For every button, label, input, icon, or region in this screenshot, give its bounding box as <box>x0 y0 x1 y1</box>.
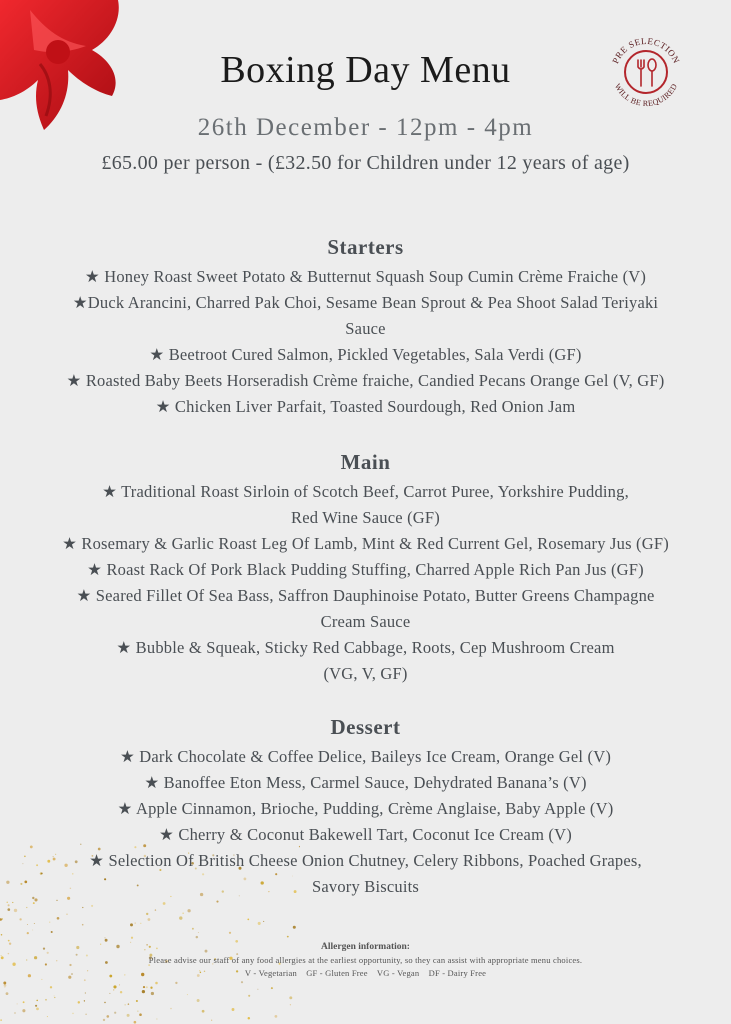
menu-item: ★ Chicken Liver Parfait, Toasted Sourdough, Red Onion Jam <box>155 397 576 416</box>
menu-item: ★ Roasted Baby Beets Horseradish Crème fraiche, Candied Pecans Orange Gel (V, GF) <box>66 371 665 390</box>
allergen-info <box>0 940 731 980</box>
event-dates: 26th December - 12pm - 4pm <box>197 114 534 141</box>
menu-item: ★ Cherry & Coconut Bakewell Tart, Coconut Ice Cream (V) <box>159 825 572 844</box>
stamp-top-text: PRE SELECTION <box>610 36 682 66</box>
menu-item: ★ Seared Fillet Of Sea Bass, Saffron Dauphinoise Potato, Butter Greens Champagne <box>76 586 655 605</box>
menu-item: ★ Banoffee Eton Mess, Carmel Sauce, Dehydrated Banana’s (V) <box>144 773 587 792</box>
page-title: Boxing Day Menu <box>220 49 511 91</box>
menu-item: ★ Dark Chocolate & Coffee Delice, Baileys Ice Cream, Orange Gel (V) <box>119 747 612 766</box>
dessert-heading: Dessert <box>330 715 401 739</box>
menu-item: Red Wine Sauce (GF) <box>290 508 440 527</box>
menu-item: (VG, V, GF) <box>323 664 408 683</box>
allergen-key: V - Vegetarian GF - Gluten Free VG - Vegan DF - Dairy Free <box>244 968 487 978</box>
allergen-text: Please advise our staff of any food allergies at the earliest opportunity, so they can assist with appropriate menu choices. <box>148 955 583 965</box>
stamp-bottom-text: WILL BE REQUIRED <box>612 81 680 108</box>
starters-heading: Starters <box>327 235 404 259</box>
menu-item: ★ Traditional Roast Sirloin of Scotch Beef, Carrot Puree, Yorkshire Pudding, <box>102 482 629 501</box>
starters-section <box>20 235 711 420</box>
dessert-section <box>20 715 711 900</box>
main-section <box>20 450 711 687</box>
menu-item: Cream Sauce <box>320 612 411 631</box>
price-info: £65.00 per person - (£32.50 for Children under 12 years of age) <box>101 152 630 174</box>
menu-item: ★ Selection Of British Cheese Onion Chutney, Celery Ribbons, Poached Grapes, <box>89 851 642 870</box>
menu-item: ★ Beetroot Cured Salmon, Pickled Vegetables, Sala Verdi (GF) <box>149 345 582 364</box>
menu-item: ★ Apple Cinnamon, Brioche, Pudding, Crème Anglaise, Baby Apple (V) <box>117 799 614 818</box>
allergen-heading: Allergen information: <box>321 942 410 952</box>
menu-item: ★Duck Arancini, Charred Pak Choi, Sesame Bean Sprout & Pea Shoot Salad Teriyaki <box>72 293 659 312</box>
menu-item: Savory Biscuits <box>311 877 420 896</box>
menu-item: ★ Roast Rack Of Pork Black Pudding Stuffing, Charred Apple Rich Pan Jus (GF) <box>87 560 644 579</box>
menu-item: ★ Rosemary & Garlic Roast Leg Of Lamb, Mint & Red Current Gel, Rosemary Jus (GF) <box>62 534 669 553</box>
menu-item: ★ Bubble & Squeak, Sticky Red Cabbage, Roots, Cep Mushroom Cream <box>116 638 615 657</box>
menu-item: Sauce <box>345 319 386 338</box>
menu-item: ★ Honey Roast Sweet Potato & Butternut Squash Soup Cumin Crème Fraiche (V) <box>84 267 647 286</box>
main-heading: Main <box>340 450 391 474</box>
